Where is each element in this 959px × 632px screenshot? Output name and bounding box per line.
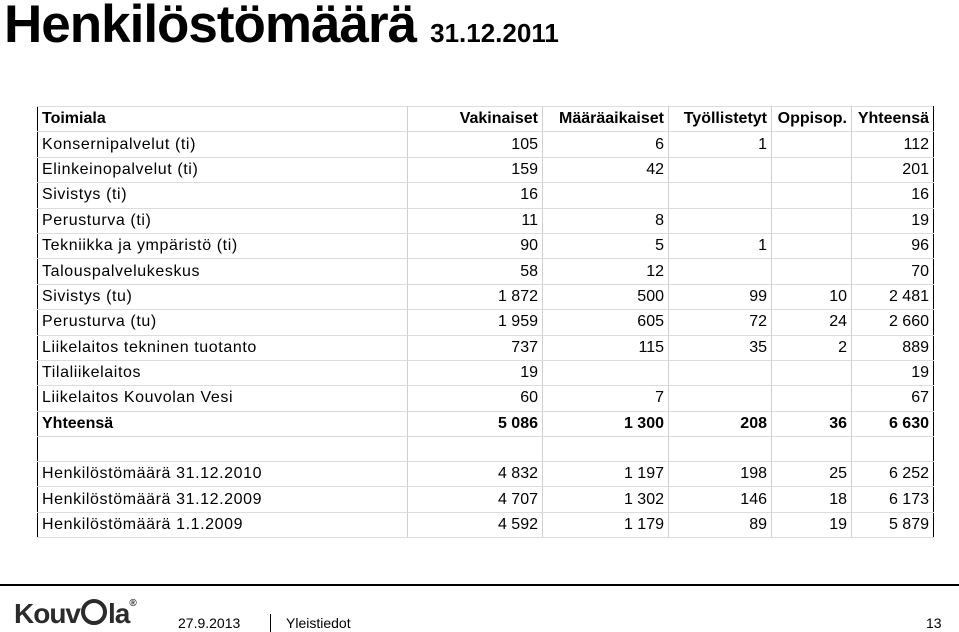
table-cell: 35 <box>669 335 772 360</box>
table-cell: 19 <box>772 512 852 537</box>
table-row <box>38 360 934 385</box>
table-cell: 198 <box>669 462 772 487</box>
table-cell: 19 <box>852 360 934 385</box>
table-cell <box>772 360 852 385</box>
row-label: Henkilöstömäärä 31.12.2010 <box>38 462 408 487</box>
table-cell: 4 592 <box>408 512 543 537</box>
table-cell: 105 <box>408 132 543 157</box>
table-cell <box>669 360 772 385</box>
table-cell <box>669 183 772 208</box>
column-header: Määräaikaiset <box>543 107 669 132</box>
table-row <box>38 233 934 258</box>
table-cell: 19 <box>408 360 543 385</box>
kouvola-logo: Kouv la® <box>14 598 137 629</box>
table-cell: 2 <box>772 335 852 360</box>
table-cell: 19 <box>852 208 934 233</box>
history-row <box>38 512 934 537</box>
column-header: Työllistetyt <box>669 107 772 132</box>
table-cell: 6 <box>543 132 669 157</box>
row-label: Elinkeinopalvelut (ti) <box>38 157 408 182</box>
table-cell: 1 <box>669 233 772 258</box>
table-cell: 208 <box>669 411 772 436</box>
table-row <box>38 157 934 182</box>
table-cell: 72 <box>669 310 772 335</box>
table-cell: 25 <box>772 462 852 487</box>
column-header: Vakinaiset <box>408 107 543 132</box>
table-cell: 605 <box>543 310 669 335</box>
footer-date: 27.9.2013 <box>178 615 241 631</box>
table-cell: 6 630 <box>852 411 934 436</box>
table-row <box>38 284 934 309</box>
row-label: Henkilöstömäärä 31.12.2009 <box>38 487 408 512</box>
row-label: Talouspalvelukeskus <box>38 259 408 284</box>
table-row <box>38 386 934 411</box>
page-title-block <box>4 0 559 55</box>
row-label: Tilaliikelaitos <box>38 360 408 385</box>
table-cell <box>669 208 772 233</box>
table-cell: 1 197 <box>543 462 669 487</box>
table-cell: 67 <box>852 386 934 411</box>
column-header: Oppisop. <box>772 107 852 132</box>
table-cell: 500 <box>543 284 669 309</box>
table-cell: 90 <box>408 233 543 258</box>
table-cell: 1 302 <box>543 487 669 512</box>
table-row <box>38 132 934 157</box>
table-cell: 6 252 <box>852 462 934 487</box>
table-cell <box>543 360 669 385</box>
table-cell: 5 <box>543 233 669 258</box>
table-cell <box>772 437 852 462</box>
row-label: Liikelaitos tekninen tuotanto <box>38 335 408 360</box>
table-cell: 16 <box>408 183 543 208</box>
table-cell: 1 872 <box>408 284 543 309</box>
table-cell: 112 <box>852 132 934 157</box>
table-row <box>38 310 934 335</box>
table-cell: 11 <box>408 208 543 233</box>
title-date: 31.12.2011 <box>430 18 559 48</box>
footer-divider <box>0 584 959 586</box>
table-cell: 60 <box>408 386 543 411</box>
row-label: Liikelaitos Kouvolan Vesi <box>38 386 408 411</box>
table-cell: 99 <box>669 284 772 309</box>
table-cell: 5 086 <box>408 411 543 436</box>
table-cell <box>772 259 852 284</box>
table-header <box>38 107 934 132</box>
table-cell: 8 <box>543 208 669 233</box>
page-number: 13 <box>926 615 942 631</box>
table-cell <box>669 259 772 284</box>
spacer-row <box>38 437 934 462</box>
table-cell: 889 <box>852 335 934 360</box>
table-cell: 1 <box>669 132 772 157</box>
table-cell <box>772 386 852 411</box>
row-label <box>38 437 408 462</box>
table-cell <box>772 157 852 182</box>
row-label: Perusturva (tu) <box>38 310 408 335</box>
page-title: Henkilöstömäärä <box>4 0 417 54</box>
table-cell: 4 707 <box>408 487 543 512</box>
footer-separator <box>270 614 271 632</box>
table-cell: 4 832 <box>408 462 543 487</box>
table-cell: 146 <box>669 487 772 512</box>
total-row <box>38 411 934 436</box>
row-label: Sivistys (tu) <box>38 284 408 309</box>
table-row <box>38 208 934 233</box>
table-cell: 96 <box>852 233 934 258</box>
table-cell: 201 <box>852 157 934 182</box>
table-cell: 1 179 <box>543 512 669 537</box>
table-cell: 1 959 <box>408 310 543 335</box>
table-cell <box>772 233 852 258</box>
table-cell: 58 <box>408 259 543 284</box>
table-cell <box>772 183 852 208</box>
table-cell <box>669 157 772 182</box>
table-cell: 159 <box>408 157 543 182</box>
table-cell: 6 173 <box>852 487 934 512</box>
table-cell: 18 <box>772 487 852 512</box>
history-row <box>38 487 934 512</box>
table-body <box>38 132 934 538</box>
table-cell <box>543 183 669 208</box>
table-cell: 36 <box>772 411 852 436</box>
staff-table <box>37 106 934 538</box>
table-cell <box>408 437 543 462</box>
table-header-row <box>38 107 934 132</box>
table-cell: 5 879 <box>852 512 934 537</box>
row-label: Tekniikka ja ympäristö (ti) <box>38 233 408 258</box>
table-cell: 7 <box>543 386 669 411</box>
table-cell: 2 660 <box>852 310 934 335</box>
row-label: Konsernipalvelut (ti) <box>38 132 408 157</box>
logo-ring-icon <box>81 599 107 625</box>
history-row <box>38 462 934 487</box>
table-cell: 89 <box>669 512 772 537</box>
table-cell <box>772 208 852 233</box>
table-cell: 24 <box>772 310 852 335</box>
table-cell: 2 481 <box>852 284 934 309</box>
table-cell <box>543 437 669 462</box>
column-header: Yhteensä <box>852 107 934 132</box>
row-label: Yhteensä <box>38 411 408 436</box>
table-cell: 737 <box>408 335 543 360</box>
table-cell: 16 <box>852 183 934 208</box>
table-cell: 12 <box>543 259 669 284</box>
table-cell: 10 <box>772 284 852 309</box>
table-cell <box>669 437 772 462</box>
table-cell <box>669 386 772 411</box>
table-cell <box>852 437 934 462</box>
table-row <box>38 183 934 208</box>
row-label: Henkilöstömäärä 1.1.2009 <box>38 512 408 537</box>
footer-section: Yleistiedot <box>286 615 351 631</box>
table-cell: 70 <box>852 259 934 284</box>
table-cell: 1 300 <box>543 411 669 436</box>
row-label: Perusturva (ti) <box>38 208 408 233</box>
table-row <box>38 259 934 284</box>
row-label: Sivistys (ti) <box>38 183 408 208</box>
table-cell: 115 <box>543 335 669 360</box>
table-row <box>38 335 934 360</box>
table-cell <box>772 132 852 157</box>
table-cell: 42 <box>543 157 669 182</box>
column-header: Toimiala <box>38 107 408 132</box>
